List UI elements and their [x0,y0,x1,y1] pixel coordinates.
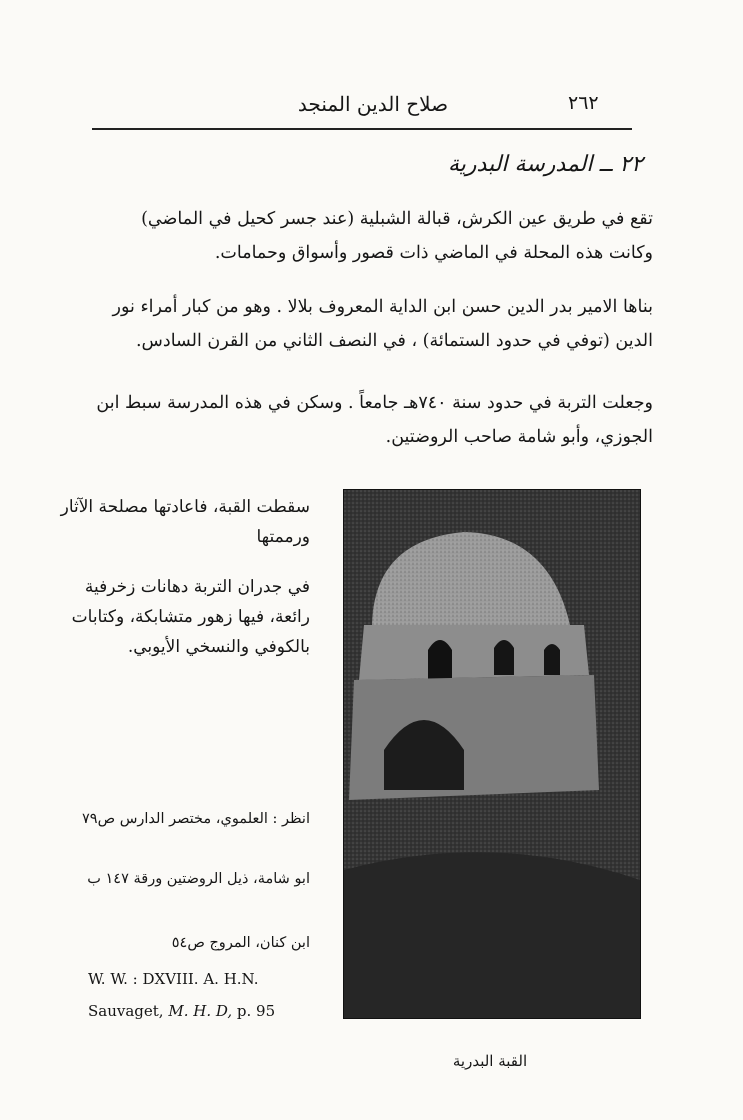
reference-ww: W. W. : DXVIII. A. H.N. [88,970,259,988]
side-note-restoration: سقطت القبة، فاعادتها مصلحة الآثار ورممتها [60,497,310,547]
dome-photograph [343,489,641,1019]
running-title: صلاح الدين المنجد [297,92,449,116]
reference-ibn-kannan: ابن كنان، المروج ص٥٤ [171,935,310,951]
reference-abu-shama: ابو شامة، ذيل الروضتين ورقة ١٤٧ ب [87,871,310,887]
photo-caption: القبة البدرية [452,1052,528,1070]
paragraph-founder: بناها الامير بدر الدين حسن ابن الداية المعروف بلالا . وهو من كبار أمراء نور الدين (توفي في حدود الستمائة) ، في النصف الثاني من القرن السادس. [112,297,653,351]
header-rule [92,128,632,130]
sauvaget-title: M. H. D, [168,1002,233,1020]
reference-sauvaget [88,1002,275,1020]
section-heading: ٢٢ ــ المدرسة البدرية [448,152,643,177]
sauvaget-page: p. 95 [232,1002,276,1020]
side-note-decoration: في جدران التربة دهانات زخرفية رائعة، فيها زهور متشابكة، وكتابات بالكوفي والنسخي الأيوبي. [71,577,310,657]
dome-illustration [344,490,640,1018]
sauvaget-author: Sauvaget, [88,1002,169,1020]
reference-almawi: انظر : العلموي، مختصر الدارس ص٧٩ [81,811,310,827]
paragraph-location: تقع في طريق عين الكرش، قبالة الشبلية (عند جسر كحيل في الماضي) وكانت هذه المحلة في الماضي ذات قصور وأسواق وحمامات. [141,209,653,263]
paragraph-history: وجعلت التربة في حدود سنة ٧٤٠هـ جامعاً . وسكن في هذه المدرسة سبط ابن الجوزي، وأبو شامة صاحب الروضتين. [96,393,653,447]
page-number: ٢٦٢ [568,92,599,114]
